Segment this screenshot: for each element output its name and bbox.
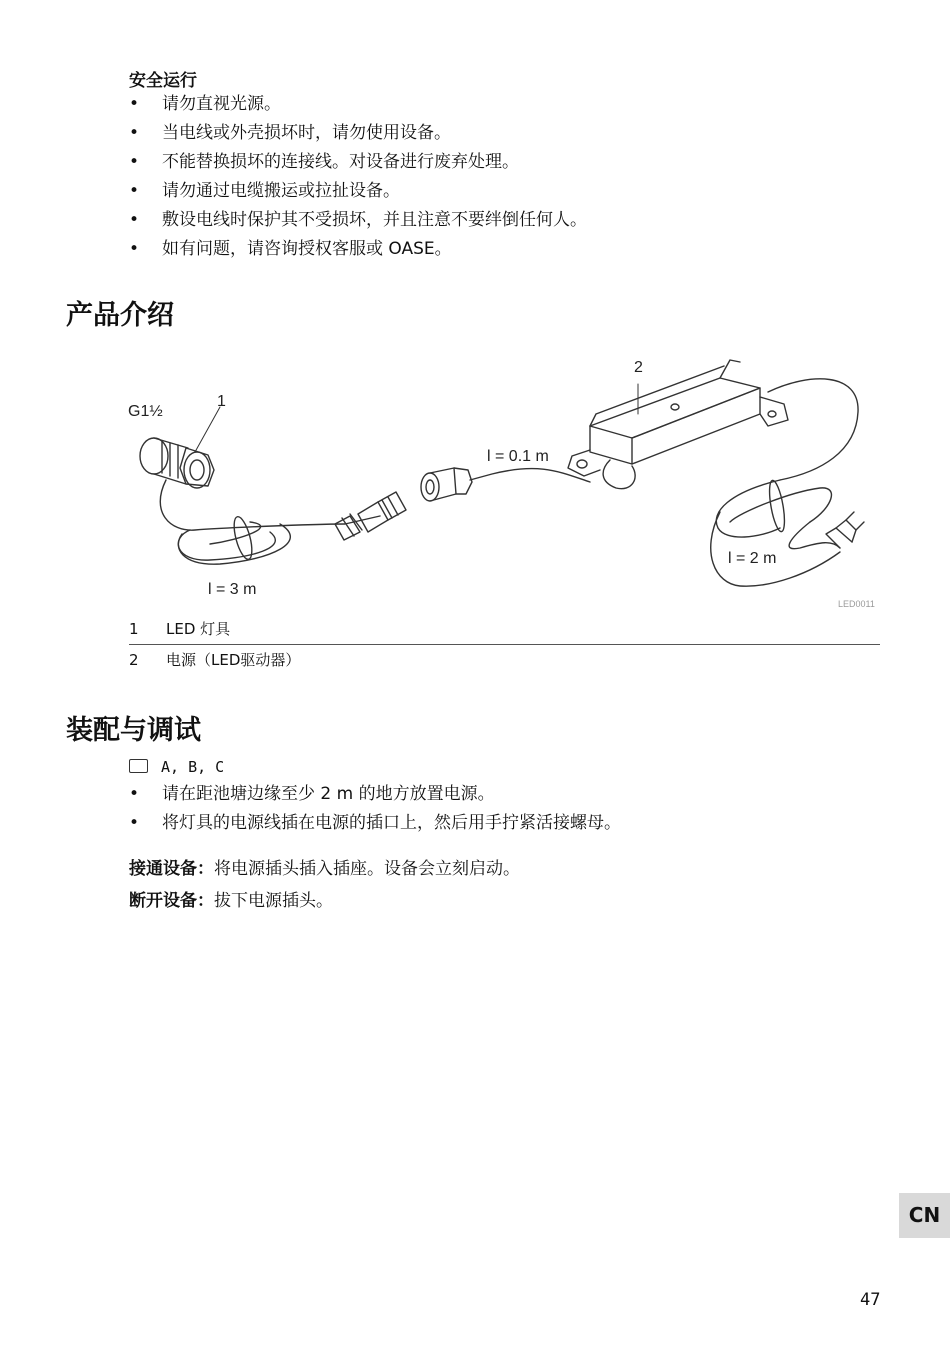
figure-reference xyxy=(129,754,224,780)
assembly-list xyxy=(129,780,621,838)
list-item: • 不能替换损坏的连接线。对设备进行废弃处理。 xyxy=(129,148,587,177)
legend-text: LED 灯具 xyxy=(166,620,231,638)
list-item: • 请勿直视光源。 xyxy=(129,90,587,119)
list-item: • 当电线或外壳损坏时，请勿使用设备。 xyxy=(129,119,587,148)
callout-1: 1 xyxy=(217,393,226,410)
connector-male xyxy=(335,492,406,540)
list-item: • 敷设电线时保护其不受损坏，并且注意不要绊倒任何人。 xyxy=(129,206,587,235)
cable-length-short: l = 0.1 m xyxy=(487,448,549,465)
legend-text: 电源（LED驱动器） xyxy=(166,651,301,669)
legend-row xyxy=(129,614,880,645)
switch-off-text: 拔下电源插头。 xyxy=(214,891,333,911)
language-tab: CN xyxy=(899,1193,950,1238)
thread-label: G1½ xyxy=(128,403,163,420)
lamp-cable xyxy=(160,480,380,564)
connector-female xyxy=(421,468,590,501)
cable-length-lamp: l = 3 m xyxy=(208,581,257,598)
list-item: • 请勿通过电缆搬运或拉扯设备。 xyxy=(129,177,587,206)
power-supply-drawing xyxy=(568,360,788,489)
safety-list xyxy=(129,90,587,264)
product-illustration xyxy=(120,352,882,614)
assembly-heading: 装配与调试 xyxy=(66,715,201,746)
product-heading: 产品介绍 xyxy=(66,300,174,331)
legend-number: 1 xyxy=(129,620,139,638)
safety-title: 安全运行 xyxy=(129,71,197,91)
switch-off-instruction xyxy=(129,886,333,911)
switch-on-label: 接通设备： xyxy=(129,859,214,879)
switch-on-instruction xyxy=(129,854,520,879)
list-item: • 如有问题，请咨询授权客服或 OASE。 xyxy=(129,235,587,264)
page-number: 47 xyxy=(860,1290,881,1310)
figure-reference-icon xyxy=(129,759,148,773)
figure-code: LED0011 xyxy=(838,599,875,609)
figure-reference-text: A, B, C xyxy=(161,758,225,776)
switch-off-label: 断开设备： xyxy=(129,891,214,911)
switch-on-text: 将电源插头插入插座。设备会立刻启动。 xyxy=(214,859,520,879)
list-item: • 将灯具的电源线插在电源的插口上，然后用手拧紧活接螺母。 xyxy=(129,809,621,838)
legend-row xyxy=(129,645,880,675)
list-item: • 请在距池塘边缘至少 2 m 的地方放置电源。 xyxy=(129,780,621,809)
legend-number: 2 xyxy=(129,651,139,669)
cable-length-power: l = 2 m xyxy=(728,550,777,567)
callout-2: 2 xyxy=(634,359,643,376)
